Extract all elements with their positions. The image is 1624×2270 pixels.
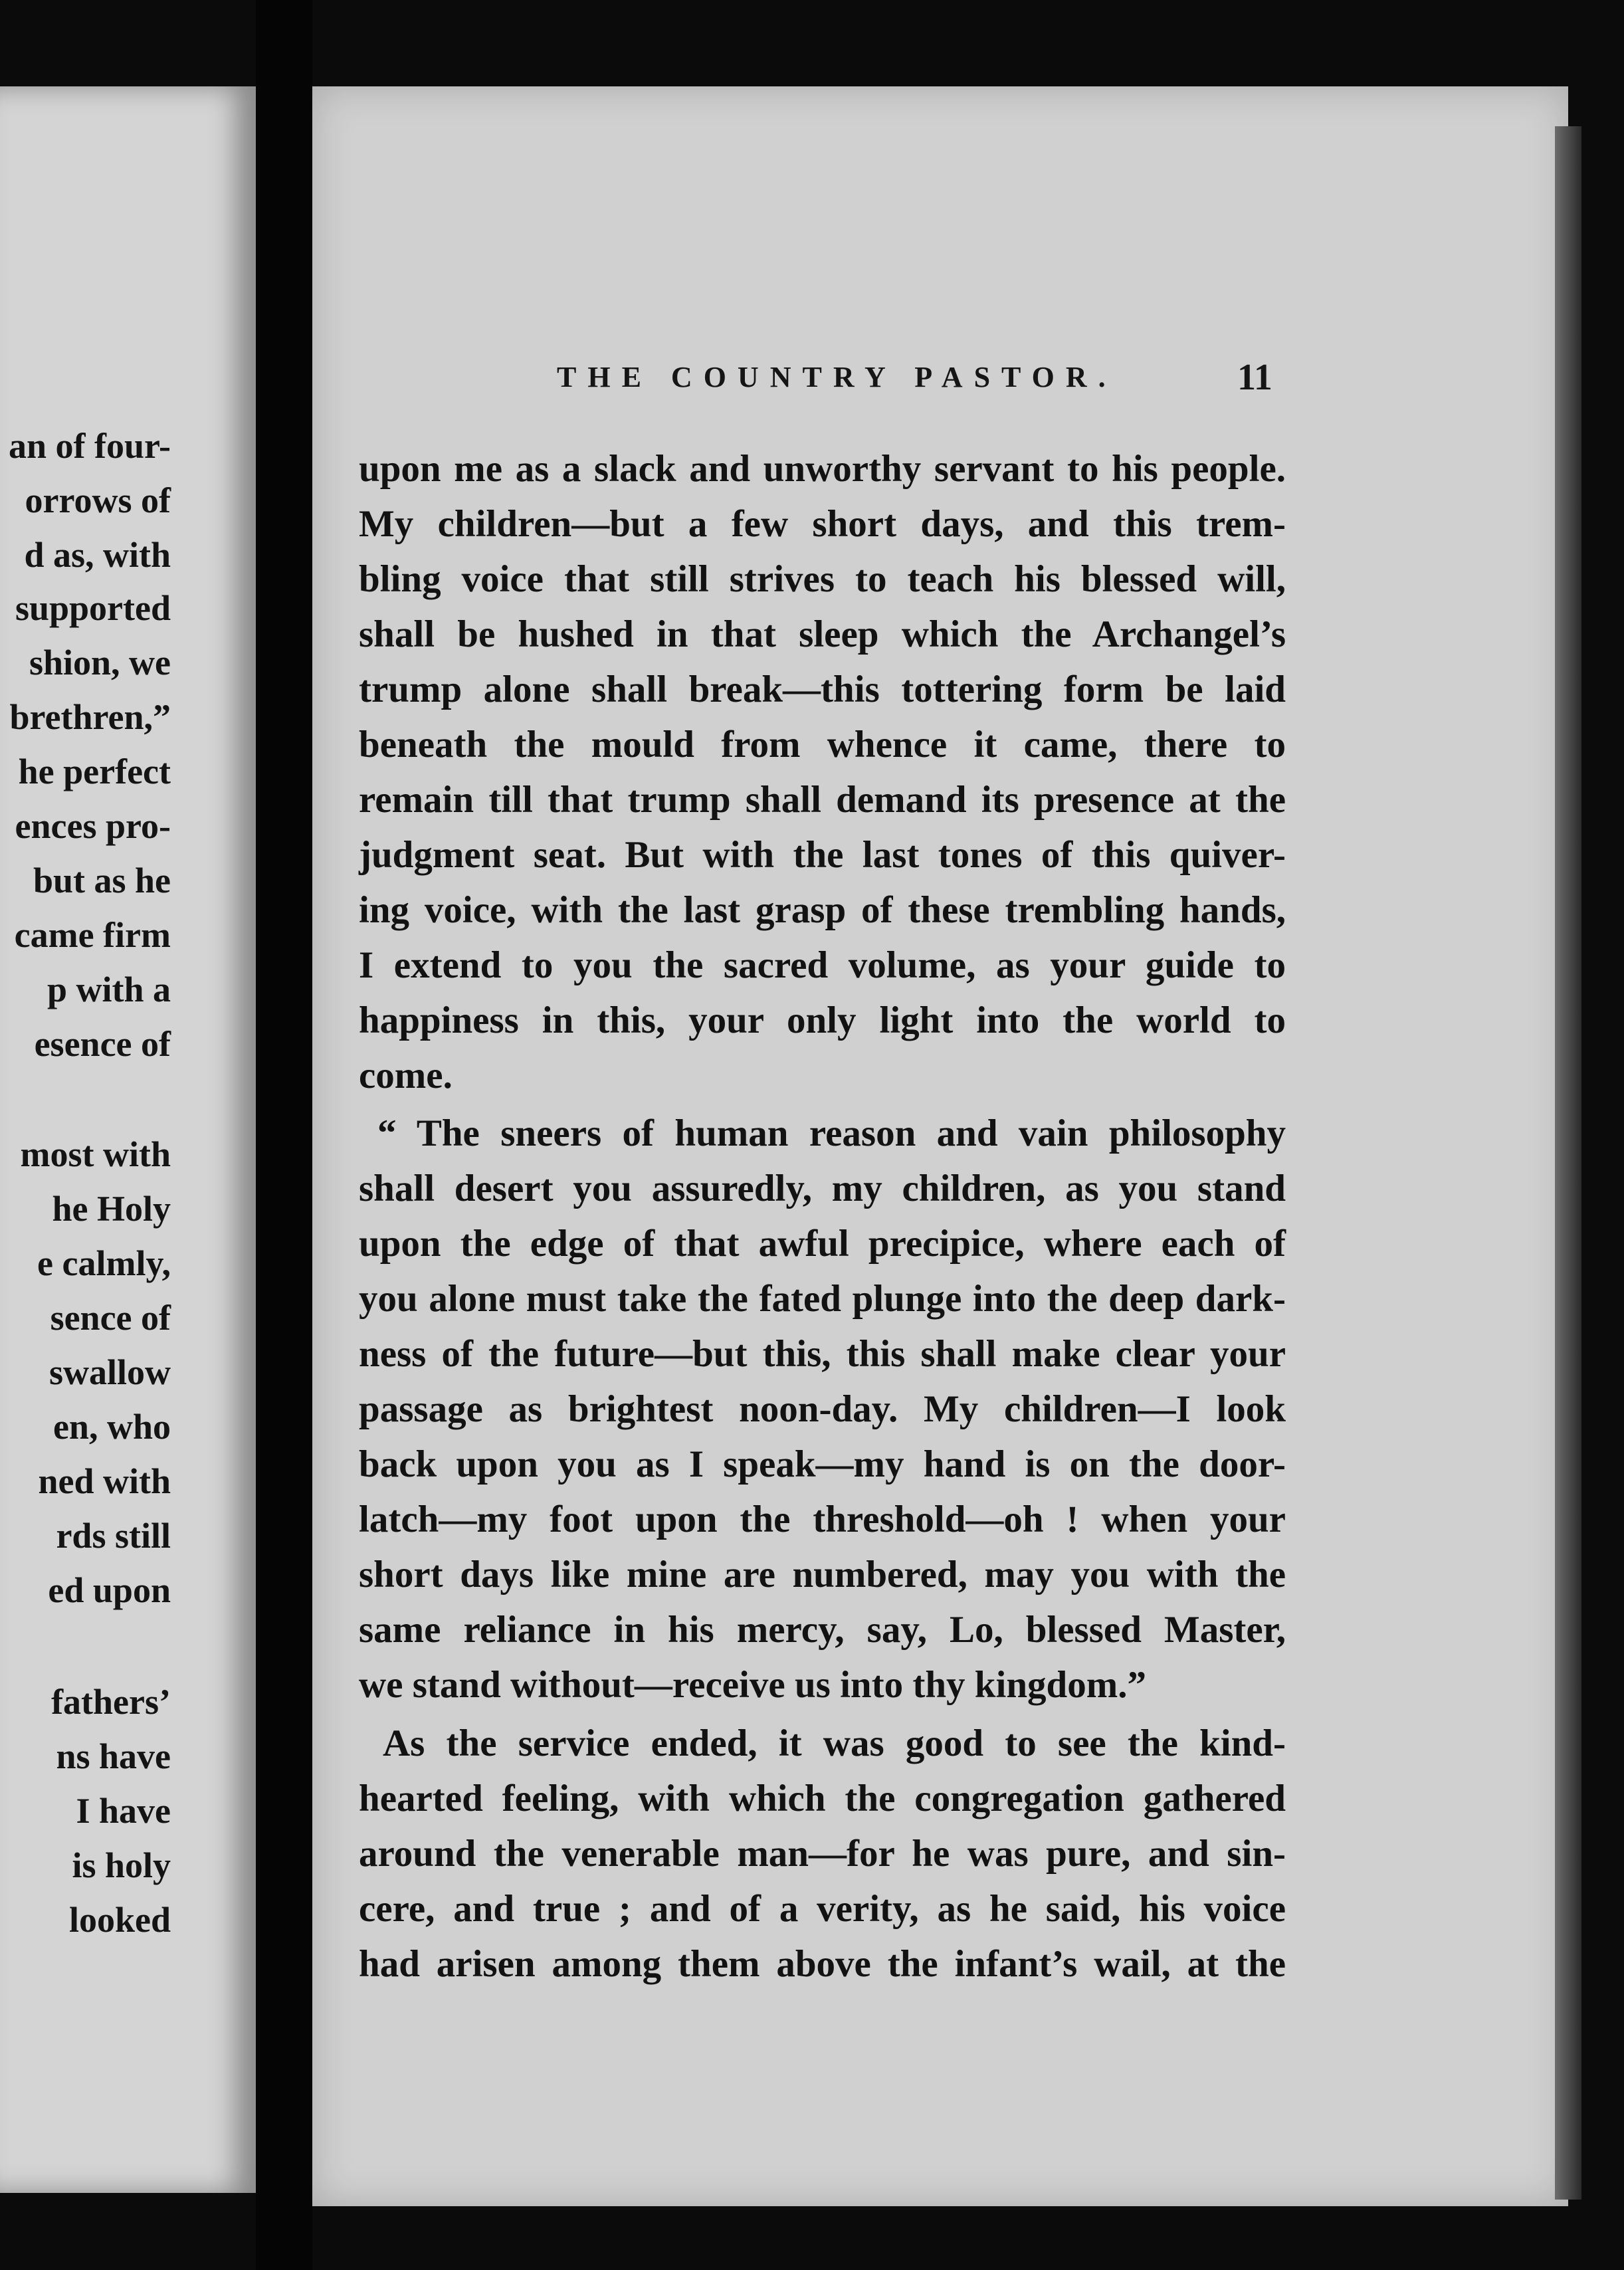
text-line: As the service ended, it was good to see the kind- [383, 1722, 1286, 1764]
left-line: I have [76, 1791, 171, 1831]
text-line: short days like mine are numbered, may you with the [359, 1554, 1286, 1596]
left-line: came firm [14, 915, 171, 955]
text-line: My children—but a few short days, and this trem- [359, 503, 1286, 545]
text-line: I extend to you the sacred volume, as your guide to [359, 944, 1286, 986]
text-line: beneath the mould from whence it came, there to [359, 724, 1286, 766]
left-line: swallow [49, 1352, 171, 1392]
text-line: ing voice, with the last grasp of these trembling hands, [359, 889, 1286, 931]
text-line: had arisen among them above the infant’s wail, at the [359, 1943, 1286, 1985]
text-line: happiness in this, your only light into the world to [359, 999, 1286, 1041]
text-line: shall desert you assuredly, my children, as you stand [359, 1168, 1286, 1209]
left-line: p with a [47, 970, 171, 1009]
text-line: same reliance in his mercy, say, Lo, blessed Master, [359, 1609, 1286, 1651]
left-line: fathers’ [51, 1682, 171, 1722]
left-line: most with [20, 1134, 171, 1174]
left-line: looked [68, 1900, 171, 1940]
text-line: “ The sneers of human reason and vain philosophy [377, 1112, 1286, 1154]
left-line: he Holy [52, 1189, 171, 1229]
text-line: ness of the future—but this, this shall make clear your [359, 1333, 1286, 1375]
left-line: is holy [72, 1845, 171, 1885]
text-line: passage as brightest noon-day. My children—I look [359, 1388, 1286, 1430]
page-edge [1555, 126, 1581, 2200]
left-line: but as he [33, 861, 171, 900]
left-line: supported [15, 588, 171, 628]
left-line: sence of [50, 1298, 171, 1338]
left-line: brethren,” [9, 697, 171, 737]
left-line: e calmly, [37, 1243, 171, 1283]
left-line: shion, we [29, 643, 171, 682]
text-line: judgment seat. But with the last tones of this quiver- [359, 834, 1286, 876]
text-line: we stand without—receive us into thy kingdom.” [359, 1664, 1146, 1706]
left-line: he perfect [18, 752, 171, 791]
text-line: remain till that trump shall demand its presence at the [359, 779, 1286, 821]
text-line: bling voice that still strives to teach his blessed will, [359, 558, 1286, 600]
text-line: upon me as a slack and unworthy servant to his people. [359, 448, 1286, 490]
left-line: rds still [56, 1516, 171, 1556]
left-line: ed upon [48, 1570, 171, 1610]
text-line: upon the edge of that awful precipice, where each of [359, 1223, 1286, 1265]
text-line: shall be hushed in that sleep which the Archangel’s [359, 613, 1286, 655]
left-line: esence of [34, 1024, 171, 1064]
text-line: hearted feeling, with which the congregation gathered [359, 1778, 1286, 1819]
book-gutter [256, 0, 312, 2270]
text-line: you alone must take the fated plunge into the deep dark- [359, 1278, 1286, 1320]
text-line: trump alone shall break—this tottering form be laid [359, 669, 1286, 710]
text-line: latch—my foot upon the threshold—oh ! when your [359, 1498, 1286, 1540]
left-line: en, who [52, 1407, 171, 1447]
text-line: come. [359, 1055, 453, 1096]
left-line: ences pro- [15, 806, 171, 846]
left-page [0, 86, 256, 2193]
running-head: THE COUNTRY PASTOR. [557, 361, 1117, 393]
left-line: d as, with [24, 535, 171, 575]
text-line: cere, and true ; and of a verity, as he said, his voice [359, 1888, 1286, 1930]
text-line: around the venerable man—for he was pure, and sin- [359, 1833, 1286, 1875]
page-number: 11 [1237, 357, 1272, 398]
left-line: ns have [56, 1736, 171, 1776]
left-line: an of four- [9, 426, 171, 466]
left-line: ned with [38, 1461, 171, 1501]
text-line: back upon you as I speak—my hand is on the door- [359, 1443, 1286, 1485]
left-line: orrows of [25, 480, 171, 520]
